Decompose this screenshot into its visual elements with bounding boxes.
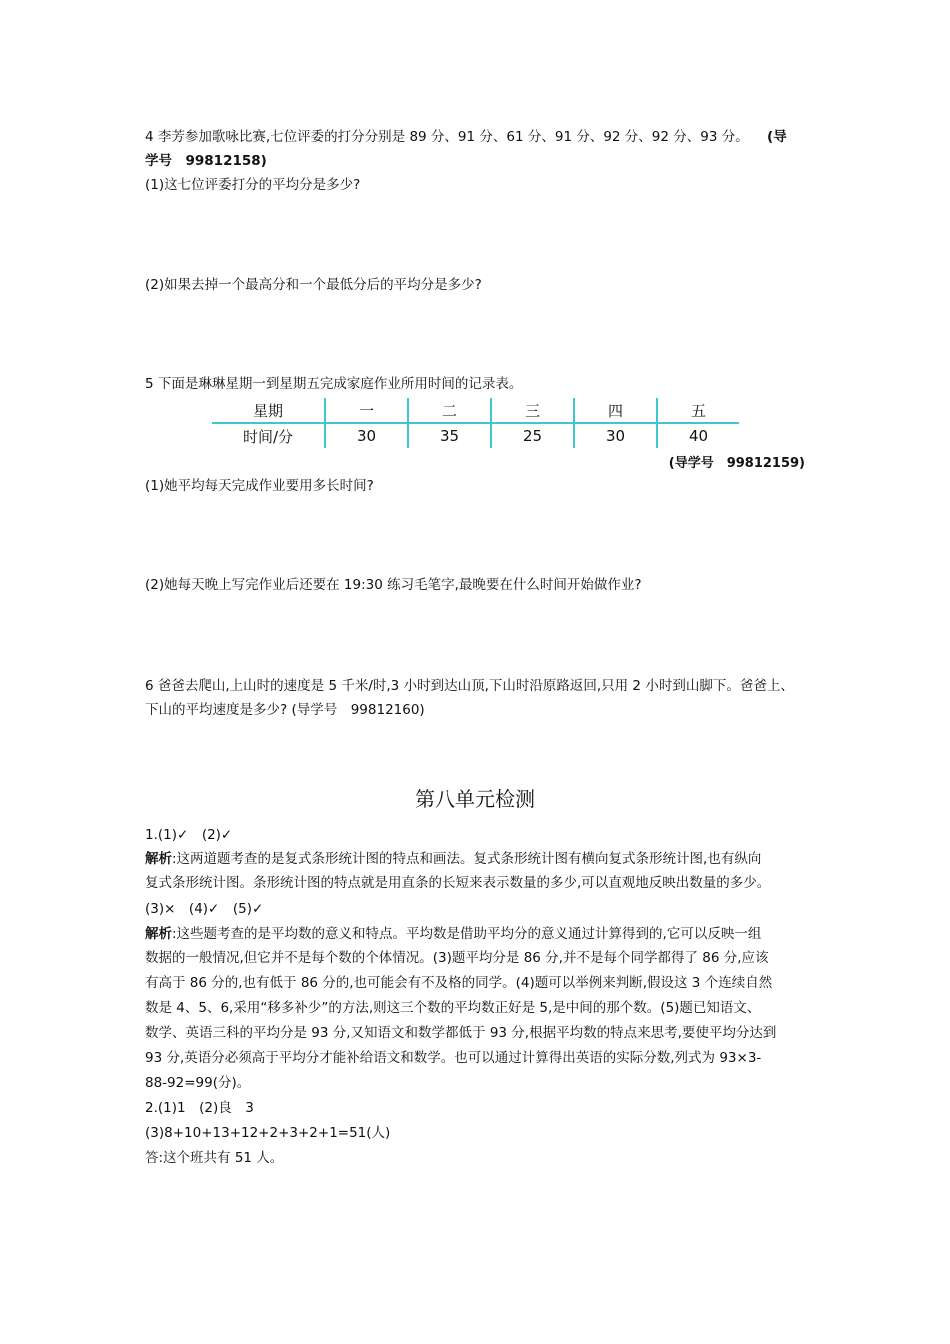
answer-1b-analysis-line6: 93 分,英语分必须高于平均分才能补给语文和数学。也可以通过计算得出英语的实际分数,列式为 93×3-: [145, 1050, 762, 1066]
table-cell: 三: [491, 398, 574, 423]
table-cell: 25: [491, 423, 574, 448]
homework-time-table: [212, 398, 739, 448]
answer-1b-analysis-line2: 数据的一般情况,但它并不是每个数的个体情况。(3)题平均分是 86 分,并不是每个同学都得了 86 分,应该: [145, 950, 769, 966]
table-cell: 30: [574, 423, 657, 448]
table-cell: 35: [408, 423, 491, 448]
answer-1-analysis-line1: 解析:这两道题考查的是复式条形统计图的特点和画法。复式条形统计图有横向复式条形统计图,也有纵向: [145, 851, 762, 867]
table-cell: 一: [325, 398, 408, 423]
answer-2-calculation: (3)8+10+13+12+2+3+2+1=51(人): [145, 1125, 391, 1141]
table-header-row: [212, 398, 739, 423]
q4-sub1: (1)这七位评委打分的平均分是多少?: [145, 177, 361, 193]
q4-line1: 4 李芳参加歌咏比赛,七位评委的打分分别是 89 分、91 分、61 分、91 分、92 分、92 分、93 分。 (导: [145, 129, 787, 145]
answer-1b-analysis-line7: 88-92=99(分)。: [145, 1075, 251, 1091]
answer-1: 1.(1)✓ (2)✓: [145, 827, 233, 843]
section-title: 第八单元检测: [415, 787, 535, 811]
analysis-label: 解析: [145, 851, 172, 867]
q5-sub1: (1)她平均每天完成作业要用多长时间?: [145, 478, 374, 494]
analysis-label: 解析: [145, 926, 172, 942]
table-cell: 星期: [212, 398, 325, 423]
q6-line2: 下山的平均速度是多少? (导学号 99812160): [145, 702, 425, 718]
table-row: [212, 423, 739, 448]
answer-1b-analysis-line4: 数是 4、5、6,采用“移多补少”的方法,则这三个数的平均数正好是 5,是中间的那个数。(5)题已知语文、: [145, 1000, 761, 1016]
table-cell: 四: [574, 398, 657, 423]
answer-1b: (3)× (4)✓ (5)✓: [145, 901, 264, 917]
answer-1b-analysis-line5: 数学、英语三科的平均分是 93 分,又知语文和数学都低于 93 分,根据平均数的特点来思考,要使平均分达到: [145, 1025, 777, 1041]
answer-1b-analysis-line1: 解析:这些题考查的是平均数的意义和特点。平均数是借助平均分的意义通过计算得到的,它可以反映一组: [145, 926, 762, 942]
q5-intro: 5 下面是琳琳星期一到星期五完成家庭作业所用时间的记录表。: [145, 376, 523, 392]
table-cell: 时间/分: [242, 427, 294, 446]
table-cell: 五: [657, 398, 739, 423]
table-cell: 30: [325, 423, 408, 448]
q4-guide-prefix: (导: [767, 129, 787, 145]
q4-guide-number: 学号 99812158): [145, 153, 267, 169]
answer-1-analysis-line2: 复式条形统计图。条形统计图的特点就是用直条的长短来表示数量的多少,可以直观地反映出数量的多少。: [145, 875, 771, 891]
q5-guide-number: (导学号 99812159): [668, 456, 805, 471]
q4-sub2: (2)如果去掉一个最高分和一个最低分后的平均分是多少?: [145, 277, 482, 293]
answer-1b-analysis-line3: 有高于 86 分的,也有低于 86 分的,也可能会有不及格的同学。(4)题可以举例来判断,假设这 3 个连续自然: [145, 975, 773, 991]
answer-2: 2.(1)1 (2)良 3: [145, 1100, 254, 1116]
table-cell: 二: [408, 398, 491, 423]
q6-line1: 6 爸爸去爬山,上山时的速度是 5 千米/时,3 小时到达山顶,下山时沿原路返回,只用 2 小时到山脚下。爸爸上、: [145, 678, 794, 694]
q5-sub2: (2)她每天晚上写完作业后还要在 19:30 练习毛笔字,最晚要在什么时间开始做作业?: [145, 577, 642, 593]
table-cell: 40: [657, 423, 739, 448]
answer-2-conclusion: 答:这个班共有 51 人。: [145, 1150, 284, 1166]
